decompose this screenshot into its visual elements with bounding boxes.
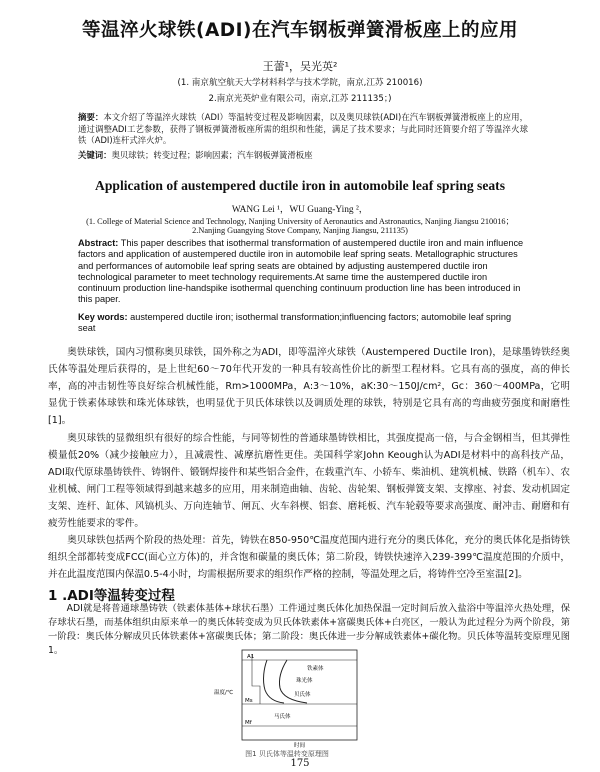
abstract-cn-text: 本文介绍了等温淬火球铁（ADI）等温转变过程及影响因素，以及奥贝球铁(ADI)在汽车钢板弹簧滑板座上的应用，通过调整ADI工艺参数，获得了钢板弹簧滑板座所需的组织和性能，满足了技术要求；与此同时还简要介绍了等温淬火球铁（ADI)连杆式淬火炉。: [78, 112, 529, 145]
keywords-en: [78, 312, 528, 335]
body-paragraph-1: 奥铁球铁，国内习惯称奥贝球铁，国外称之为ADI，即等温淬火球铁（Austempered Ductile Iron)，是球墨铸铁经奥氏体等温处理后获得的，是上世纪60～70年代开发的一种具有较高性价比的新型工程材料。它具有高的强度，高的伸长率，高的冲击韧性等良好综合机械性能，Rm>1000MPa，A:3～10%，aK:30～150J/cm²，Gc：360～400MPa，它明显优于铁素体球铁和珠光体球铁，也明显优于贝氏体球铁以及调质处理的球铁，特别是它具有高的弯曲疲劳强度和耐磨性[1]。: [48, 347, 570, 426]
ttt-diagram-svg: [212, 646, 362, 748]
label-ms: Ms: [245, 698, 253, 704]
figure-caption: 图1 贝氏体等温转变原理图: [245, 750, 329, 758]
affiliation-en-2: 2.Nanjing Guangying Stove Company, Nanjing Jiangsu, 211135): [192, 226, 408, 235]
label-a1: A1: [247, 654, 255, 660]
body-paragraph-2: 奥贝球铁的显微组织有很好的综合性能，与同等韧性的普通球墨铸铁相比，其强度提高一倍，与合金钢相当，但其弹性模量低20%（减少接触应力），且减震性、减摩抗磨性更佳。美国科学家John Keough认为ADI是材料中的高科技产品，ADI取代原球墨铸铁件、铸钢件、锻钢焊接件和某些铝合金件，在载重汽车、小轿车、柴油机、建筑机械、铁路（机车）、农业机械、闸门工程等领域得到越来越多的应用，用来制造曲轴、齿轮、齿轮架、钢板弹簧支架、支撑座、衬套、发动机固定支架、连杆、缸体、风镐机头、万向连轴节、闸瓦、火车斜楔、铝套、磨耗板、汽车轮毂等要求高强度、耐冲击、耐磨和有疲劳性能要求的零件。: [48, 433, 570, 529]
keywords-cn-label: 关键词：: [78, 150, 112, 160]
keywords-en-label: Key words:: [78, 312, 128, 322]
affiliation-cn-2: 2.南京光英炉业有限公司，南京,江苏 211135；): [208, 94, 392, 104]
axis-label-x: 时间: [294, 743, 306, 748]
label-martensite: 马氏体: [274, 714, 291, 720]
abstract-cn-label: 摘要：: [78, 112, 104, 122]
label-ferrite: 铁素体: [307, 666, 324, 672]
start-curve: [264, 660, 284, 703]
cooling-path: [252, 654, 260, 704]
paper-title-en: Application of austempered ductile iron in automobile leaf spring seats: [95, 178, 505, 193]
keywords-en-text: austempered ductile iron; isothermal transformation;influencing factors; automobile leaf spring seat: [78, 312, 512, 334]
affiliation-en-1: (1. College of Material Science and Technology, Nanjing University of Aeronautics and Astronautics, Nanjing Jiangsu 210016；: [86, 217, 514, 226]
section-paragraph: ADI就是将普通球墨铸铁（铁素体基体+球状石墨）工件通过奥氏体化加热保温一定时间后放入盐浴中等温淬火热处理，保存球状石墨，而基体组织由原来单一的奥氏体转变成为贝氏体铁素体+富碳奥氏体+白亮区，一般认为此过程分为两个阶段，第一阶段：奥氏体分解成贝氏体铁素体+富碳奥氏体；第二阶段：奥氏体进一步分解成铁素体+碳化物。贝氏体等温转变原理见图1。: [48, 603, 570, 656]
label-pearlite: 珠光体: [296, 678, 313, 684]
keywords-cn: [78, 150, 528, 162]
ttt-diagram: [212, 646, 362, 748]
abstract-en-text: This paper describes that isothermal transformation of austempered ductile iron and main influence factors and application of austempered ductile iron in automobile leaf spring seats. Metallographic structures and performances of automobile leaf spring seats are obtained by adjusting austempered ductile iron technological parameter to meet technology requirements.At same time the austempered ductile iron continuum production line-handspike isothermal quenching continuum production line has been introduced in this paper.: [78, 238, 524, 305]
abstract-en-label: Abstract:: [78, 238, 119, 248]
body-paragraph-3: 奥贝球铁包括两个阶段的热处理：首先，铸铁在850-950℃温度范围内进行充分的奥氏体化，充分的奥氏体化是指铸铁组织全部都转变成FCC(面心立方体)的，并含饱和碳量的奥氏体；第二阶段，铸铁快速淬入239-399℃温度范围的介质中，并在此温度范围内保温0.5-4小时，均需根据所要求的组织作严格的控制，等温处理之后，将铸件空冷至室温[2]。: [48, 535, 570, 580]
abstract-en: [78, 238, 528, 306]
page-number: 175: [290, 758, 310, 769]
abstract-cn: [78, 112, 528, 147]
authors-cn: 王蕾¹，吴光英²: [262, 60, 338, 73]
label-bainite: 贝氏体: [294, 692, 311, 698]
label-mf: Mf: [245, 720, 252, 726]
affiliation-cn-1: (1. 南京航空航天大学材料科学与技术学院，南京,江苏 210016): [177, 78, 423, 88]
authors-en: WANG Lei ¹，WU Guang-Ying ²，: [231, 205, 369, 215]
paper-title-cn: 等温淬火球铁(ADI)在汽车钢板弹簧滑板座上的应用: [82, 20, 518, 41]
section-heading: 1 .ADI等温转变过程: [48, 588, 175, 604]
keywords-cn-text: 奥贝球铁；转变过程；影响因素；汽车钢板弹簧滑板座: [111, 150, 313, 160]
axis-label-y: 温度/℃: [214, 690, 234, 696]
